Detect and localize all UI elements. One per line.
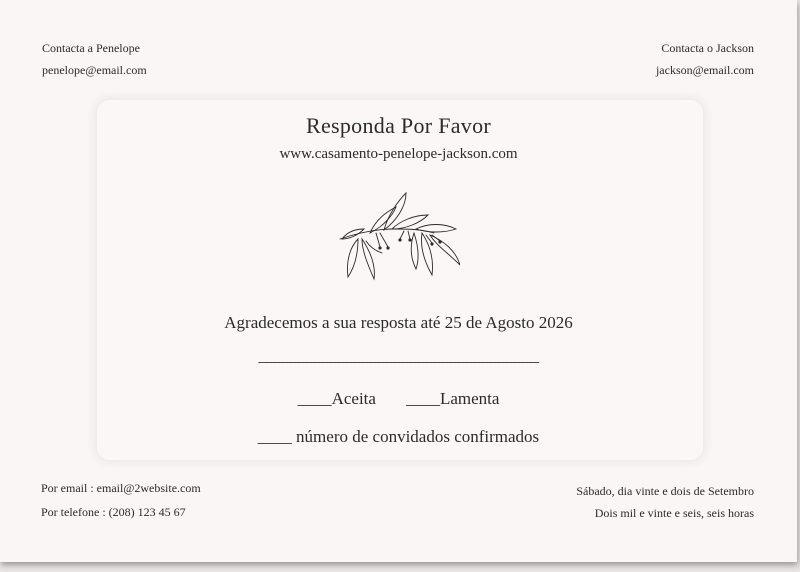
accept-option: ____Aceita — [297, 389, 376, 408]
left-contact-email: penelope@email.com — [42, 63, 147, 77]
guest-count-line: ____ número de convidados confirmados — [257, 427, 540, 446]
leaf-sprig-icon — [336, 189, 460, 283]
contact-phone: Por telefone : (208) 123 45 67 — [41, 505, 186, 519]
guest-name-line: ___________________________________ — [258, 346, 539, 365]
rsvp-title: Responda Por Favor — [305, 113, 492, 138]
event-date: Sábado, dia vinte e dois de Setembro — [576, 484, 754, 498]
right-contact-name: Contacta o Jackson — [661, 41, 754, 55]
contact-email: Por email : email@2website.com — [41, 481, 201, 495]
left-contact-name: Contacta a Penelope — [42, 41, 140, 55]
right-contact-email: jackson@email.com — [655, 63, 754, 77]
event-time: Dois mil e vinte e seis, seis horas — [594, 506, 754, 520]
decline-option: ____Lamenta — [405, 389, 500, 408]
wedding-website: www.casamento-penelope-jackson.com — [279, 146, 518, 162]
response-deadline: Agradecemos a sua resposta até 25 de Agosto 2026 — [224, 313, 573, 332]
response-options — [0, 389, 797, 409]
